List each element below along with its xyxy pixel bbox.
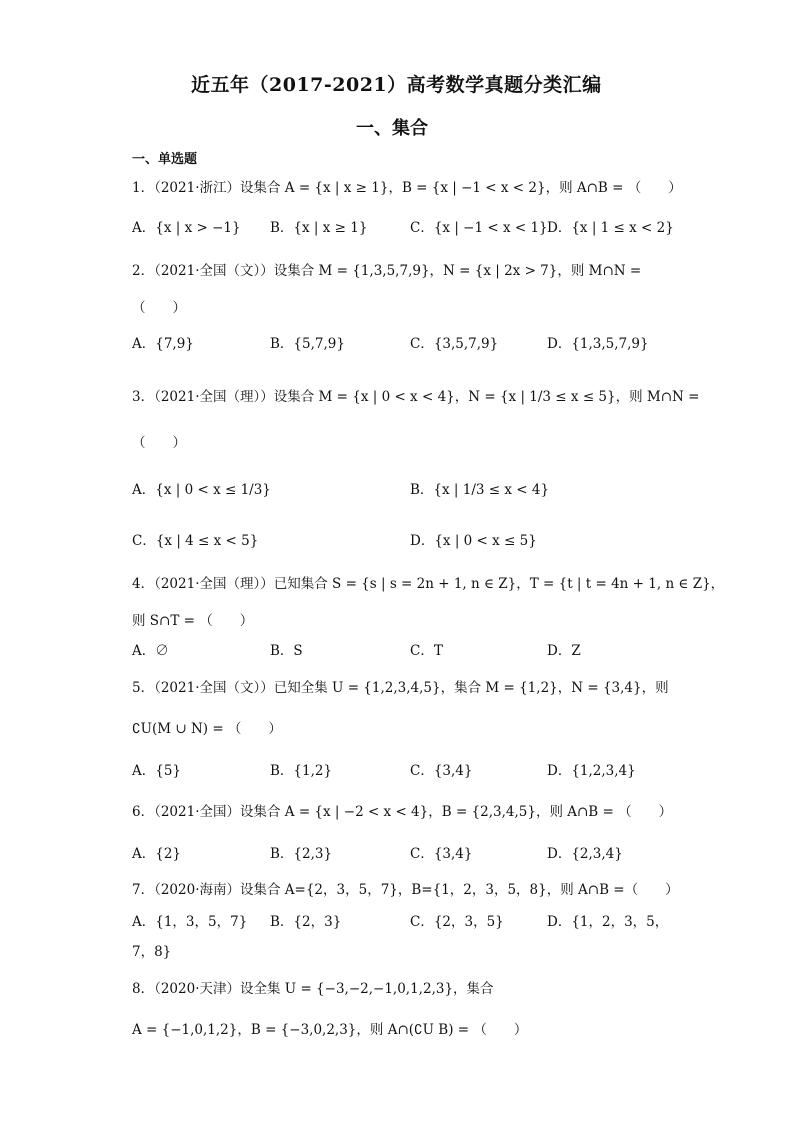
question-4-option-a[interactable]: A．∅	[132, 643, 169, 659]
chapter-heading: 一、集合	[356, 118, 428, 139]
question-3-stem: 3．（2021·全国（理））设集合 M = {x | 0 < x < 4}，N = {x | 1/3 ≤ x ≤ 5}，则 M∩N =	[132, 389, 700, 405]
question-8-stem: 8．（2020·天津）设全集 U = {−3,−2,−1,0,1,2,3}，集合	[132, 981, 494, 997]
section-heading: 一、单选题	[132, 152, 198, 167]
question-4-option-d[interactable]: D．Z	[547, 643, 581, 659]
question-6-stem: 6．（2021·全国）设集合 A = {x | −2 < x < 4}，B = {2,3,4,5}，则 A∩B = （ ）	[132, 804, 673, 820]
question-7-option-c[interactable]: C．{2，3，5}	[410, 914, 504, 930]
question-6-option-a[interactable]: A．{2}	[132, 846, 182, 862]
question-2-option-c[interactable]: C．{3,5,7,9}	[410, 336, 499, 352]
question-5-option-b[interactable]: B．{1,2}	[270, 763, 333, 779]
question-6-option-b[interactable]: B．{2,3}	[270, 846, 333, 862]
question-6-option-d[interactable]: D．{2,3,4}	[547, 846, 623, 862]
question-2-option-a[interactable]: A．{7,9}	[132, 336, 194, 352]
question-2-stem-cont: （ ）	[132, 300, 186, 316]
question-4-stem: 4．（2021·全国（理））已知集合 S = {s | s = 2n + 1, n ∈ Z}，T = {t | t = 4n + 1, n ∈ Z}，	[132, 576, 725, 592]
question-5-stem: 5．（2021·全国（文））已知全集 U = {1,2,3,4,5}，集合 M = {1,2}，N = {3,4}，则	[132, 680, 669, 696]
question-7-option-b[interactable]: B．{2，3}	[270, 914, 342, 930]
question-1-option-d[interactable]: D．{x | 1 ≤ x < 2}	[547, 220, 674, 236]
question-1-stem: 1．（2021·浙江）设集合 A = {x | x ≥ 1}，B = {x | −1 < x < 2}，则 A∩B = （ ）	[132, 180, 682, 196]
question-8-stem-cont: A = {−1,0,1,2}，B = {−3,0,2,3}，则 A∩(∁U B) = （ ）	[132, 1022, 528, 1038]
question-5-option-c[interactable]: C．{3,4}	[410, 763, 473, 779]
question-4-stem-cont: 则 S∩T = （ ）	[132, 613, 254, 629]
page-title: 近五年（2017-2021）高考数学真题分类汇编	[191, 74, 602, 96]
question-5-option-d[interactable]: D．{1,2,3,4}	[547, 763, 636, 779]
question-5-option-a[interactable]: A．{5}	[132, 763, 182, 779]
question-1-option-c[interactable]: C．{x | −1 < x < 1}	[410, 220, 548, 236]
question-3-option-b[interactable]: B．{x | 1/3 ≤ x < 4}	[410, 482, 550, 498]
question-7-option-d-cont: 7，8}	[132, 944, 172, 960]
question-3-stem-cont: （ ）	[132, 435, 186, 451]
question-7-option-a[interactable]: A．{1，3，5，7}	[132, 914, 248, 930]
question-3-option-d[interactable]: D．{x | 0 < x ≤ 5}	[410, 533, 537, 549]
question-2-stem: 2．（2021·全国（文））设集合 M = {1,3,5,7,9}，N = {x | 2x > 7}，则 M∩N =	[132, 263, 642, 279]
question-3-option-a[interactable]: A．{x | 0 < x ≤ 1/3}	[132, 482, 271, 498]
question-2-option-b[interactable]: B．{5,7,9}	[270, 336, 345, 352]
question-7-option-d[interactable]: D．{1，2，3，5，	[547, 914, 669, 930]
question-1-option-b[interactable]: B．{x | x ≥ 1}	[270, 220, 368, 236]
question-2-option-d[interactable]: D．{1,3,5,7,9}	[547, 336, 649, 352]
question-3-option-c[interactable]: C．{x | 4 ≤ x < 5}	[132, 533, 259, 549]
question-6-option-c[interactable]: C．{3,4}	[410, 846, 473, 862]
question-1-option-a[interactable]: A．{x | x > −1}	[132, 220, 241, 236]
question-7-stem: 7．（2020·海南）设集合 A={2，3，5，7}，B={1，2，3，5，8}，则 A∩B =（ ）	[132, 882, 679, 898]
question-5-stem-cont: ∁U(M ∪ N) = （ ）	[132, 721, 282, 737]
question-4-option-c[interactable]: C．T	[410, 643, 443, 659]
question-4-option-b[interactable]: B．S	[270, 643, 303, 659]
